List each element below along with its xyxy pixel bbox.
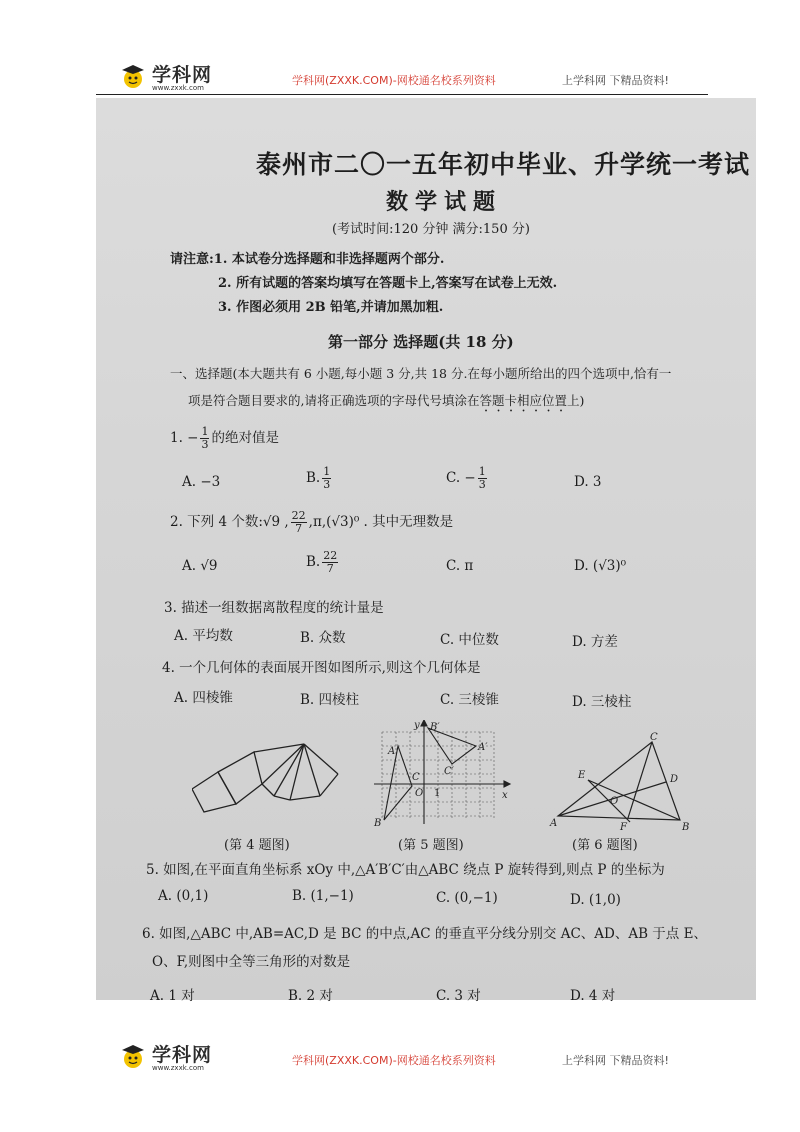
logo-site-url: www.zxxk.com	[152, 84, 204, 92]
q3-option-d: D. 方差	[572, 634, 618, 650]
figure-5-caption: (第 5 题图)	[398, 838, 464, 853]
question-6-stem-line-1: 6. 如图,△ABC 中,AB=AC,D 是 BC 的中点,AC 的垂直平分线分别交 AC、AD、AB 于点 E、	[142, 926, 707, 942]
q3-option-c: C. 中位数	[440, 632, 499, 648]
q4-option-a: A. 四棱锥	[174, 690, 233, 706]
q1-option-a: A. −3	[182, 474, 221, 490]
figure-4-caption: (第 4 题图)	[224, 838, 290, 853]
f5-c-prime-label: C′	[444, 766, 454, 777]
site-logo[interactable]	[118, 58, 228, 98]
notice-line-3: 3. 作图必须用 2B 铅笔,并请加黑加粗.	[218, 300, 444, 315]
f6-e-label: E	[578, 770, 586, 781]
header-divider	[96, 94, 708, 95]
f5-c-label: C	[412, 772, 420, 783]
q4-option-c: C. 三棱锥	[440, 692, 499, 708]
section-heading: 第一部分 选择题(共 18 分)	[328, 333, 514, 351]
question-4-stem: 4. 一个几何体的表面展开图如图所示,则这个几何体是	[162, 660, 481, 676]
q5-option-d: D. (1,0)	[570, 892, 621, 908]
f6-d-label: D	[670, 774, 679, 785]
q5-option-a: A. (0,1)	[158, 888, 209, 904]
footer-center-link[interactable]: 学科网(ZXXK.COM)-网校通名校系列资料	[292, 1054, 496, 1067]
question-1-stem: 1. − $\frac{1}{3}$ 的绝对值是	[170, 425, 279, 451]
section-intro-line-1: 一、选择题(本大题共有 6 小题,每小题 3 分,共 18 分.在每小题所给出的四个选项中,恰有一	[170, 366, 672, 381]
f5-origin-label: O	[415, 788, 424, 799]
f6-c-label: C	[650, 732, 658, 743]
f5-x-label: x	[502, 790, 508, 801]
q2-option-a: A. √9	[182, 558, 218, 574]
q1-option-d: D. 3	[574, 474, 602, 490]
q1-option-b: B. $\frac{1}{3}$	[306, 465, 331, 491]
footer-right-text: 上学科网 下精品资料!	[562, 1054, 669, 1067]
logo-text: 学科网	[152, 64, 213, 86]
q6-option-d: D. 4 对	[570, 988, 616, 1004]
f5-a-prime-label: A′	[478, 742, 488, 753]
f6-b-label: B	[682, 822, 690, 830]
q5-option-c: C. (0,−1)	[436, 890, 498, 906]
figure-6-triangle	[548, 730, 694, 830]
f5-b-prime-label: B′	[430, 722, 440, 733]
f5-b-label: B	[374, 818, 382, 828]
f6-a-label: A	[550, 818, 558, 829]
exam-info: (考试时间:120 分钟 满分:150 分)	[332, 222, 530, 237]
q5-option-b: B. (1,−1)	[292, 888, 354, 904]
f5-y-label: y	[414, 720, 420, 731]
logo-mascot-icon	[118, 1042, 148, 1072]
figure-6-caption: (第 6 题图)	[572, 838, 638, 853]
question-6-stem-line-2: O、F,则图中全等三角形的对数是	[152, 954, 351, 970]
f6-o-label: O	[610, 796, 619, 807]
q4-option-d: D. 三棱柱	[572, 694, 632, 710]
q6-option-c: C. 3 对	[436, 988, 481, 1004]
q2-option-b: B. $\frac{22}{7}$	[306, 549, 338, 575]
page-footer	[0, 1038, 800, 1078]
q3-option-a: A. 平均数	[174, 628, 233, 644]
footer-logo-site-url: www.zxxk.com	[152, 1064, 204, 1072]
question-2-stem: 2. 下列 4 个数:√9 , $\frac{22}{7}$ ,π,(√3)⁰ . 其中无理数是	[170, 509, 454, 535]
figure-5-grid	[372, 720, 512, 828]
figure-4-net	[192, 734, 342, 818]
q2-option-d: D. (√3)⁰	[574, 558, 627, 574]
exam-subject: 数学试题	[386, 189, 503, 215]
q4-option-b: B. 四棱柱	[300, 692, 360, 708]
question-3-stem: 3. 描述一组数据离散程度的统计量是	[164, 600, 384, 616]
exam-paper	[96, 98, 756, 1004]
q2-option-c: C. π	[446, 558, 474, 574]
q6-option-a: A. 1 对	[150, 988, 195, 1004]
notice-line-1: 请注意:1. 本试卷分选择题和非选择题两个部分.	[170, 252, 445, 267]
section-intro-line-2: 项是符合题目要求的,请将正确选项的字母代号填涂在答题卡相应位置上)	[188, 393, 585, 408]
question-5-stem: 5. 如图,在平面直角坐标系 xOy 中,△A′B′C′由△ABC 绕点 P 旋转得到,则点 P 的坐标为	[146, 862, 665, 878]
footer-logo[interactable]	[118, 1038, 228, 1078]
page-header	[0, 58, 800, 98]
exam-title: 泰州市二〇一五年初中毕业、升学统一考试	[256, 150, 751, 179]
f5-unit-label: 1	[434, 788, 441, 799]
f5-a-label: A	[388, 746, 396, 757]
q1-option-c: C. − $\frac{1}{3}$	[446, 465, 486, 491]
notice-line-2: 2. 所有试题的答案均填写在答题卡上,答案写在试卷上无效.	[218, 276, 558, 291]
header-right-text: 上学科网 下精品资料!	[562, 74, 669, 87]
footer-logo-text: 学科网	[152, 1044, 213, 1066]
f6-f-label: F	[620, 822, 627, 830]
q6-option-b: B. 2 对	[288, 988, 333, 1004]
q3-option-b: B. 众数	[300, 630, 346, 646]
header-center-link[interactable]: 学科网(ZXXK.COM)-网校通名校系列资料	[292, 74, 496, 87]
logo-mascot-icon	[118, 62, 148, 92]
